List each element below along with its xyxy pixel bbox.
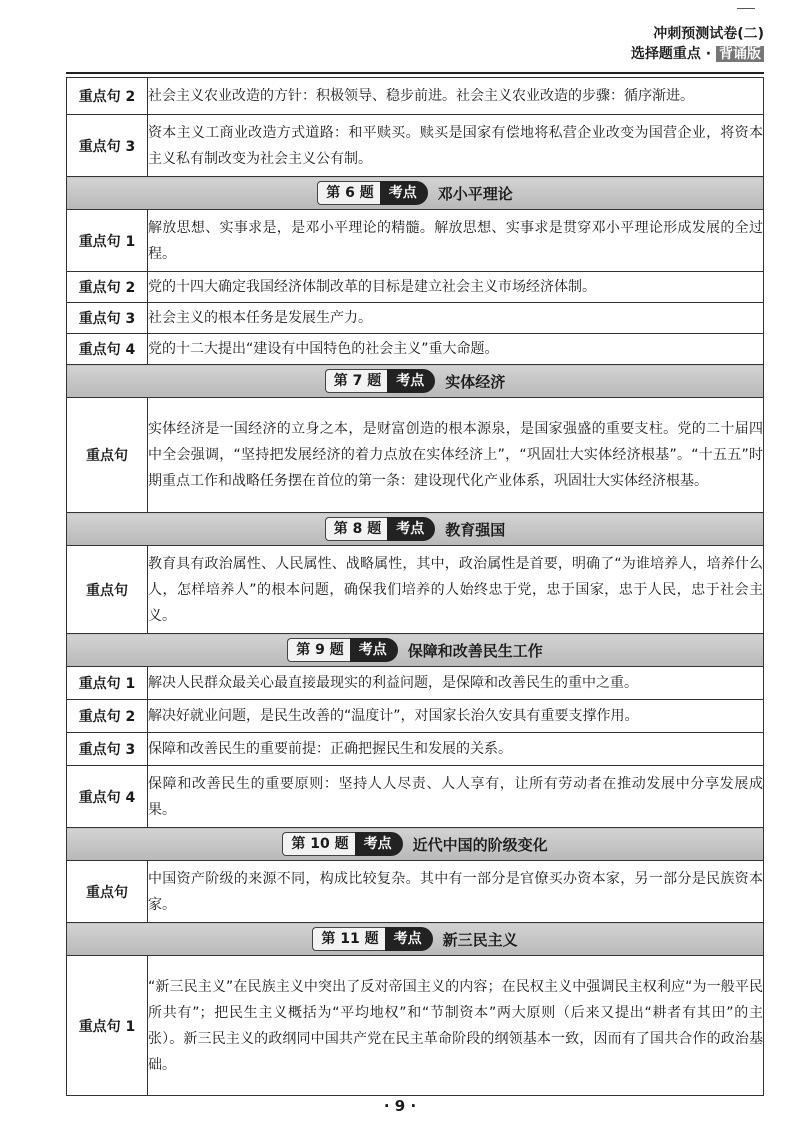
section-topic: 近代中国的阶级变化 bbox=[412, 835, 548, 854]
kaodian-tag: 考点 bbox=[387, 369, 435, 393]
row-label: 重点句 2 bbox=[67, 700, 148, 733]
kaodian-tag: 考点 bbox=[387, 517, 435, 541]
section-header-9 bbox=[67, 634, 764, 667]
question-badge bbox=[282, 832, 402, 856]
question-number: 第 11 题 bbox=[312, 927, 384, 951]
section-header-11 bbox=[67, 923, 764, 956]
kaodian-tag: 考点 bbox=[350, 638, 398, 662]
header-rule bbox=[66, 72, 764, 74]
section-topic: 保障和改善民生工作 bbox=[407, 641, 543, 660]
kaodian-tag: 考点 bbox=[385, 927, 433, 951]
row-text: 党的十二大提出“建设有中国特色的社会主义”重大命题。 bbox=[148, 334, 764, 365]
question-number: 第 6 题 bbox=[317, 181, 380, 205]
key-points-table bbox=[66, 77, 764, 1096]
page-header bbox=[631, 24, 764, 64]
table-row bbox=[67, 272, 764, 303]
table-row bbox=[67, 733, 764, 766]
table-row bbox=[67, 546, 764, 634]
row-label: 重点句 1 bbox=[67, 667, 148, 700]
row-text: 党的十四大确定我国经济体制改革的目标是建立社会主义市场经济体制。 bbox=[148, 272, 764, 303]
header-title: 冲刺预测试卷(二) bbox=[653, 26, 764, 42]
table-row bbox=[67, 115, 764, 177]
table-row bbox=[67, 667, 764, 700]
section-topic: 邓小平理论 bbox=[437, 184, 513, 203]
page-number: · 9 · bbox=[383, 1097, 417, 1115]
row-text: “新三民主义”在民族主义中突出了反对帝国主义的内容；在民权主义中强调民主权利应“为一般平民所共有”；把民生主义概括为“平均地权”和“节制资本”两大原则（后来又提出“耕者有其田”的主张）。新三民主义的政纲同中国共产党在民主革命阶段的纲领基本一致，因而有了国共合作的政治基础。 bbox=[148, 956, 764, 1096]
row-label: 重点句 3 bbox=[67, 303, 148, 334]
question-number: 第 8 题 bbox=[325, 517, 388, 541]
section-header-6 bbox=[67, 177, 764, 210]
question-badge bbox=[312, 927, 432, 951]
row-label: 重点句 bbox=[67, 861, 148, 923]
header-subtitle bbox=[631, 44, 764, 64]
section-header-8 bbox=[67, 513, 764, 546]
question-number: 第 7 题 bbox=[325, 369, 388, 393]
table-row bbox=[67, 398, 764, 513]
question-badge bbox=[325, 369, 436, 393]
section-topic: 实体经济 bbox=[445, 372, 506, 391]
table-row bbox=[67, 956, 764, 1096]
row-label: 重点句 1 bbox=[67, 210, 148, 272]
row-text: 解决人民群众最关心最直接最现实的利益问题，是保障和改善民生的重中之重。 bbox=[148, 667, 764, 700]
row-text: 解放思想、实事求是，是邓小平理论的精髓。解放思想、实事求是贯穿邓小平理论形成发展的全过程。 bbox=[148, 210, 764, 272]
question-number: 第 9 题 bbox=[287, 638, 350, 662]
table-row bbox=[67, 303, 764, 334]
question-badge bbox=[287, 638, 398, 662]
row-text: 保障和改善民生的重要前提：正确把握民生和发展的关系。 bbox=[148, 733, 764, 766]
section-topic: 新三民主义 bbox=[442, 930, 518, 949]
row-label: 重点句 2 bbox=[67, 78, 148, 115]
table-row bbox=[67, 78, 764, 115]
section-header-10 bbox=[67, 828, 764, 861]
header-subtitle-left: 选择题重点 · bbox=[630, 46, 716, 62]
question-badge bbox=[317, 181, 428, 205]
row-label: 重点句 3 bbox=[67, 115, 148, 177]
row-text: 社会主义的根本任务是发展生产力。 bbox=[148, 303, 764, 334]
row-text: 解决好就业问题，是民生改善的“温度计”，对国家长治久安具有重要支撑作用。 bbox=[148, 700, 764, 733]
table-row bbox=[67, 700, 764, 733]
row-label: 重点句 bbox=[67, 398, 148, 513]
table-row bbox=[67, 766, 764, 828]
kaodian-tag: 考点 bbox=[380, 181, 428, 205]
row-label: 重点句 bbox=[67, 546, 148, 634]
row-label: 重点句 2 bbox=[67, 272, 148, 303]
row-text: 资本主义工商业改造方式道路：和平赎买。赎买是国家有偿地将私营企业改变为国营企业，将资本主义私有制改变为社会主义公有制。 bbox=[148, 115, 764, 177]
table-row bbox=[67, 210, 764, 272]
row-text: 社会主义农业改造的方针：积极领导、稳步前进。社会主义农业改造的步骤：循序渐进。 bbox=[148, 78, 764, 115]
row-label: 重点句 4 bbox=[67, 766, 148, 828]
row-text: 保障和改善民生的重要原则：坚持人人尽责、人人享有，让所有劳动者在推动发展中分享发展成果。 bbox=[148, 766, 764, 828]
row-label: 重点句 1 bbox=[67, 956, 148, 1096]
question-badge bbox=[325, 517, 436, 541]
corner-mark bbox=[737, 8, 755, 9]
row-text: 实体经济是一国经济的立身之本，是财富创造的根本源泉，是国家强盛的重要支柱。党的二十届四中全会强调，“坚持把发展经济的着力点放在实体经济上”，“巩固壮大实体经济根基”。“十五五”时期重点工作和战略任务摆在首位的第一条：建设现代化产业体系，巩固壮大实体经济根基。 bbox=[148, 398, 764, 513]
row-label: 重点句 3 bbox=[67, 733, 148, 766]
header-highlight-badge: 背诵版 bbox=[716, 46, 764, 62]
row-text: 教育具有政治属性、人民属性、战略属性，其中，政治属性是首要，明确了“为谁培养人，培养什么人，怎样培养人”的根本问题，确保我们培养的人始终忠于党，忠于国家，忠于人民，忠于社会主义。 bbox=[148, 546, 764, 634]
section-topic: 教育强国 bbox=[445, 520, 506, 539]
table-row bbox=[67, 861, 764, 923]
kaodian-tag: 考点 bbox=[355, 832, 403, 856]
row-label: 重点句 4 bbox=[67, 334, 148, 365]
question-number: 第 10 题 bbox=[282, 832, 354, 856]
row-text: 中国资产阶级的来源不同，构成比较复杂。其中有一部分是官僚买办资本家，另一部分是民族资本家。 bbox=[148, 861, 764, 923]
table-row bbox=[67, 334, 764, 365]
section-header-7 bbox=[67, 365, 764, 398]
